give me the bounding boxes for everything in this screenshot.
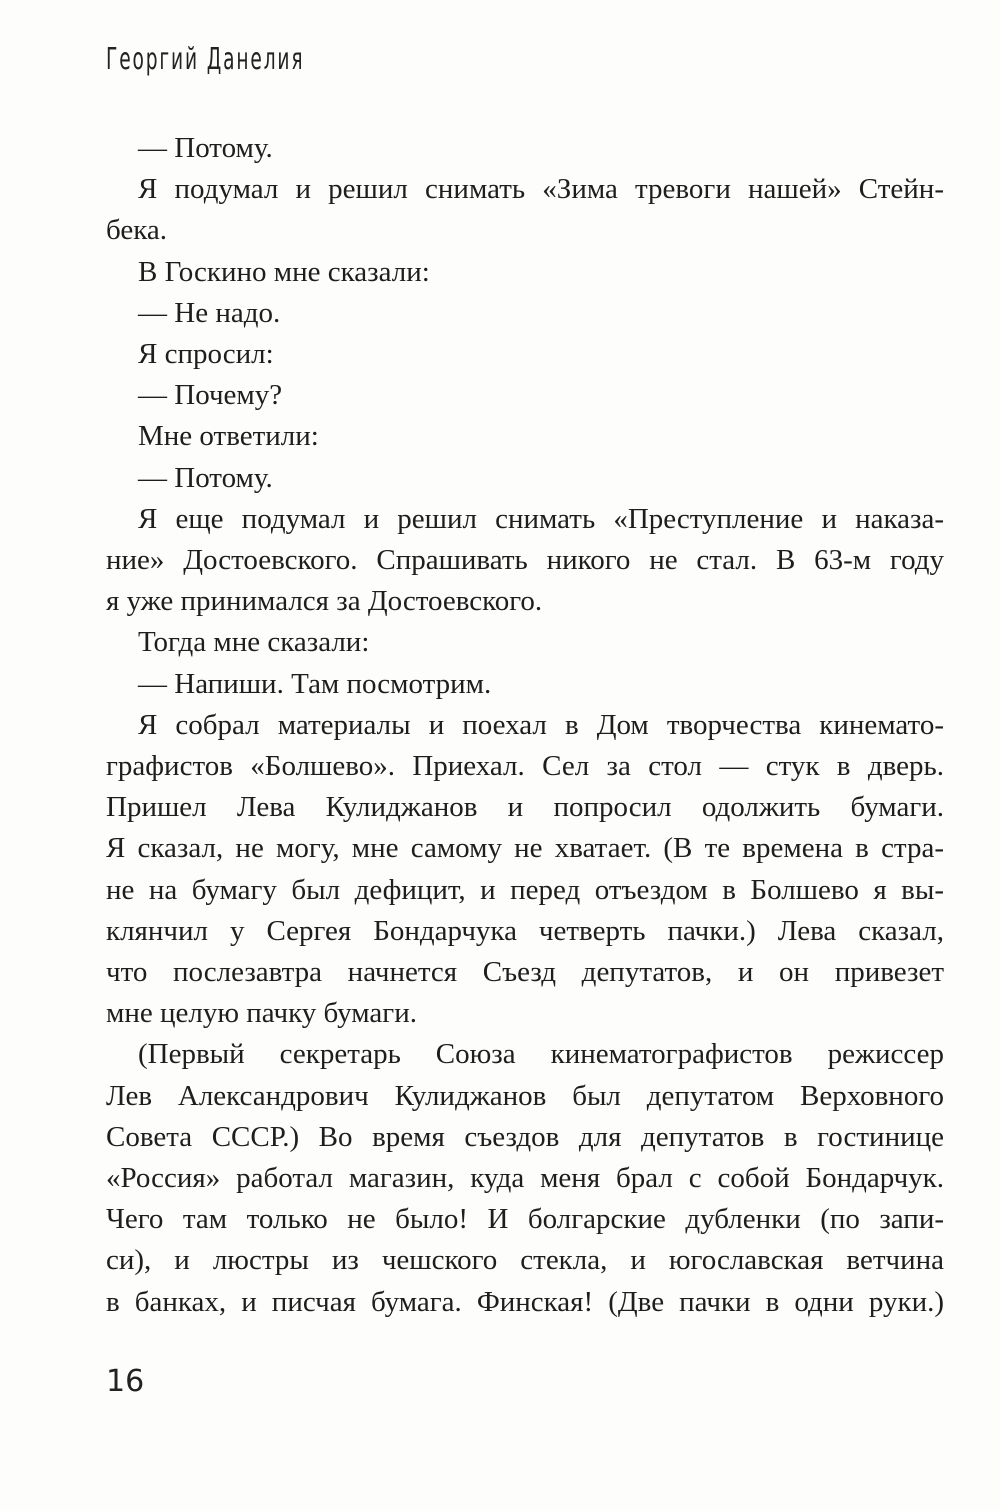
paragraph <box>106 664 944 705</box>
text-line: что послезавтра начнется Съезд депутатов, и он привезет <box>106 956 944 989</box>
paragraph <box>106 416 944 457</box>
paragraph <box>106 1034 944 1322</box>
text-line: ние» Достоевского. Спрашивать никого не стал. В 63-м году <box>106 544 944 577</box>
text-line: си), и люстры из чешского стекла, и югославская ветчина <box>106 1244 944 1277</box>
text-line: Я подумал и решил снимать «Зима тревоги нашей» Стейн- <box>138 173 944 206</box>
paragraph <box>106 705 944 1035</box>
page-number: 16 <box>106 1364 145 1399</box>
paragraph <box>106 375 944 416</box>
text-line: Лев Александрович Кулиджанов был депутатом Верховного <box>106 1079 944 1112</box>
text-line: Я спросил: <box>138 338 274 371</box>
text-line: Я сказал, не могу, мне самому не хватает. (В те времена в стра- <box>106 832 944 865</box>
text-line: Совета СССР.) Во время съездов для депутатов в гостинице <box>106 1120 944 1153</box>
text-line: — Почему? <box>138 379 283 412</box>
text-line: клянчил у Сергея Бондарчука четверть пачки.) Лева сказал, <box>106 914 944 947</box>
paragraph <box>106 169 944 251</box>
text-line: — Потому. <box>138 461 273 494</box>
text-line: Чего там только не было! И болгарские дубленки (по запи- <box>106 1203 944 1236</box>
text-line: не на бумагу был дефицит, и перед отъездом в Болшево я вы- <box>106 873 944 906</box>
paragraph <box>106 293 944 334</box>
text-line: я уже принимался за Достоевского. <box>106 585 543 618</box>
text-line: Пришел Лева Кулиджанов и попросил одолжить бумаги. <box>106 791 944 824</box>
text-line: — Не надо. <box>138 296 281 329</box>
text-line: Мне ответили: <box>138 420 319 453</box>
paragraph <box>106 252 944 293</box>
paragraph <box>106 128 944 169</box>
paragraph <box>106 499 944 623</box>
text-line: бека. <box>106 214 168 247</box>
text-line: «Россия» работал магазин, куда меня брал с собой Бондарчук. <box>106 1162 944 1195</box>
paragraph <box>106 622 944 663</box>
text-line: В Госкино мне сказали: <box>138 255 430 288</box>
text-line: — Потому. <box>138 132 273 164</box>
text-line: — Напиши. Там посмотрим. <box>138 667 492 700</box>
text-line: мне целую пачку бумаги. <box>106 997 417 1030</box>
body-text <box>106 128 944 1323</box>
paragraph <box>106 334 944 375</box>
text-line: (Первый секретарь Союза кинематографистов режиссер <box>138 1038 944 1071</box>
text-line: в банках, и писчая бумага. Финская! (Две пачки в одни руки.) <box>106 1285 944 1318</box>
text-line: Я еще подумал и решил снимать «Преступление и наказа- <box>138 502 944 535</box>
paragraph <box>106 458 944 499</box>
text-line: Тогда мне сказали: <box>138 626 370 659</box>
text-line: Я собрал материалы и поехал в Дом творчества кинемато- <box>138 708 944 741</box>
text-line: графистов «Болшево». Приехал. Сел за стол — стук в дверь. <box>106 750 944 783</box>
running-head: Георгий Данелия <box>106 42 305 77</box>
